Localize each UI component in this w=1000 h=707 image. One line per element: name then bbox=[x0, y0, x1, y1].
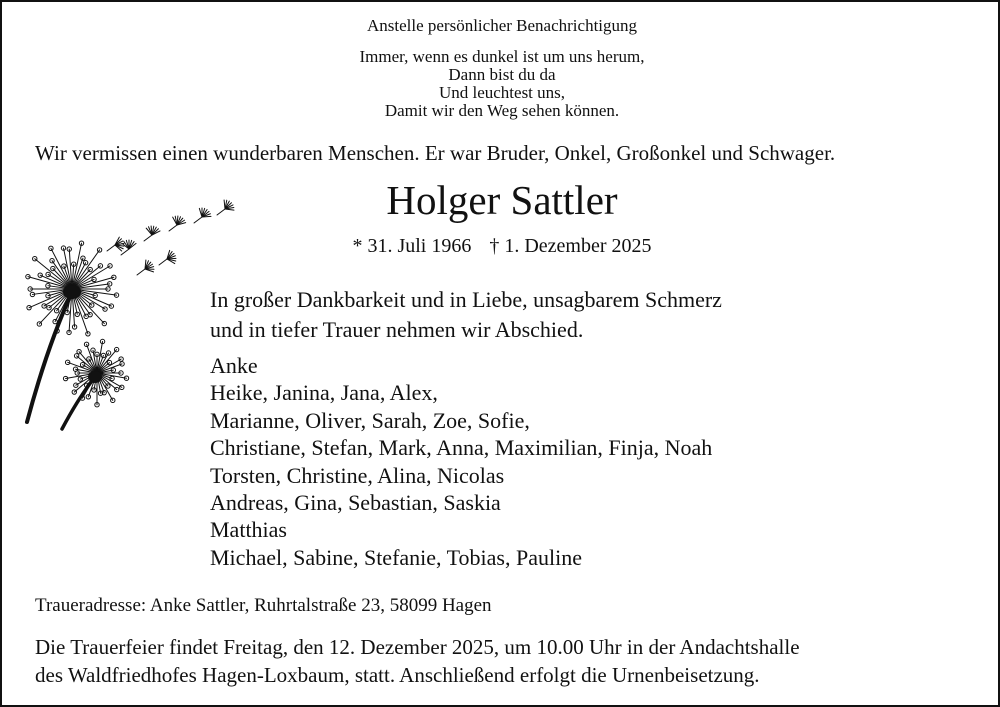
missing-statement: Wir vermissen einen wunderbaren Menschen. Er war Bruder, Onkel, Großonkel und Schwager. bbox=[35, 141, 836, 165]
ceremony-line: Die Trauerfeier findet Freitag, den 12. Dezember 2025, um 10.00 Uhr in der Andachtshalle bbox=[35, 635, 800, 659]
family-line: Christiane, Stefan, Mark, Anna, Maximilian, Finja, Noah bbox=[210, 435, 713, 461]
family-line: Michael, Sabine, Stefanie, Tobias, Pauline bbox=[210, 544, 582, 570]
gratitude-text bbox=[210, 285, 722, 345]
poem bbox=[2, 48, 1000, 120]
poem-line: Immer, wenn es dunkel ist um uns herum, bbox=[359, 47, 645, 66]
intro-line: Anstelle persönlicher Benachrichtigung bbox=[366, 16, 638, 35]
poem-line: Dann bist du da bbox=[448, 65, 556, 84]
birth-date: * 31. Juli 1966 bbox=[352, 235, 472, 257]
family-line: Torsten, Christine, Alina, Nicolas bbox=[210, 462, 505, 488]
death-date: † 1. Dezember 2025 bbox=[489, 235, 652, 257]
mourning-address: Traueradresse: Anke Sattler, Ruhrtalstraße 23, 58099 Hagen bbox=[35, 595, 492, 616]
family-line: Anke bbox=[210, 353, 258, 378]
family-line: Matthias bbox=[210, 517, 287, 543]
ceremony-line: des Waldfriedhofes Hagen-Loxbaum, statt. Anschließend erfolgt die Urnenbeisetzung. bbox=[35, 663, 760, 687]
deceased-name: Holger Sattler bbox=[386, 177, 618, 223]
family-line: Andreas, Gina, Sebastian, Saskia bbox=[210, 490, 501, 516]
poem-line: Und leuchtest uns, bbox=[438, 83, 566, 102]
ceremony-info bbox=[35, 633, 800, 689]
poem-line: Damit wir den Weg sehen können. bbox=[384, 101, 620, 120]
gratitude-line: und in tiefer Trauer nehmen wir Abschied. bbox=[210, 317, 584, 342]
gratitude-line: In großer Dankbarkeit und in Liebe, unsagbarem Schmerz bbox=[210, 287, 722, 312]
family-line: Marianne, Oliver, Sarah, Zoe, Sofie, bbox=[210, 407, 530, 433]
family-line: Heike, Janina, Jana, Alex, bbox=[210, 380, 438, 406]
family-list bbox=[210, 352, 712, 571]
